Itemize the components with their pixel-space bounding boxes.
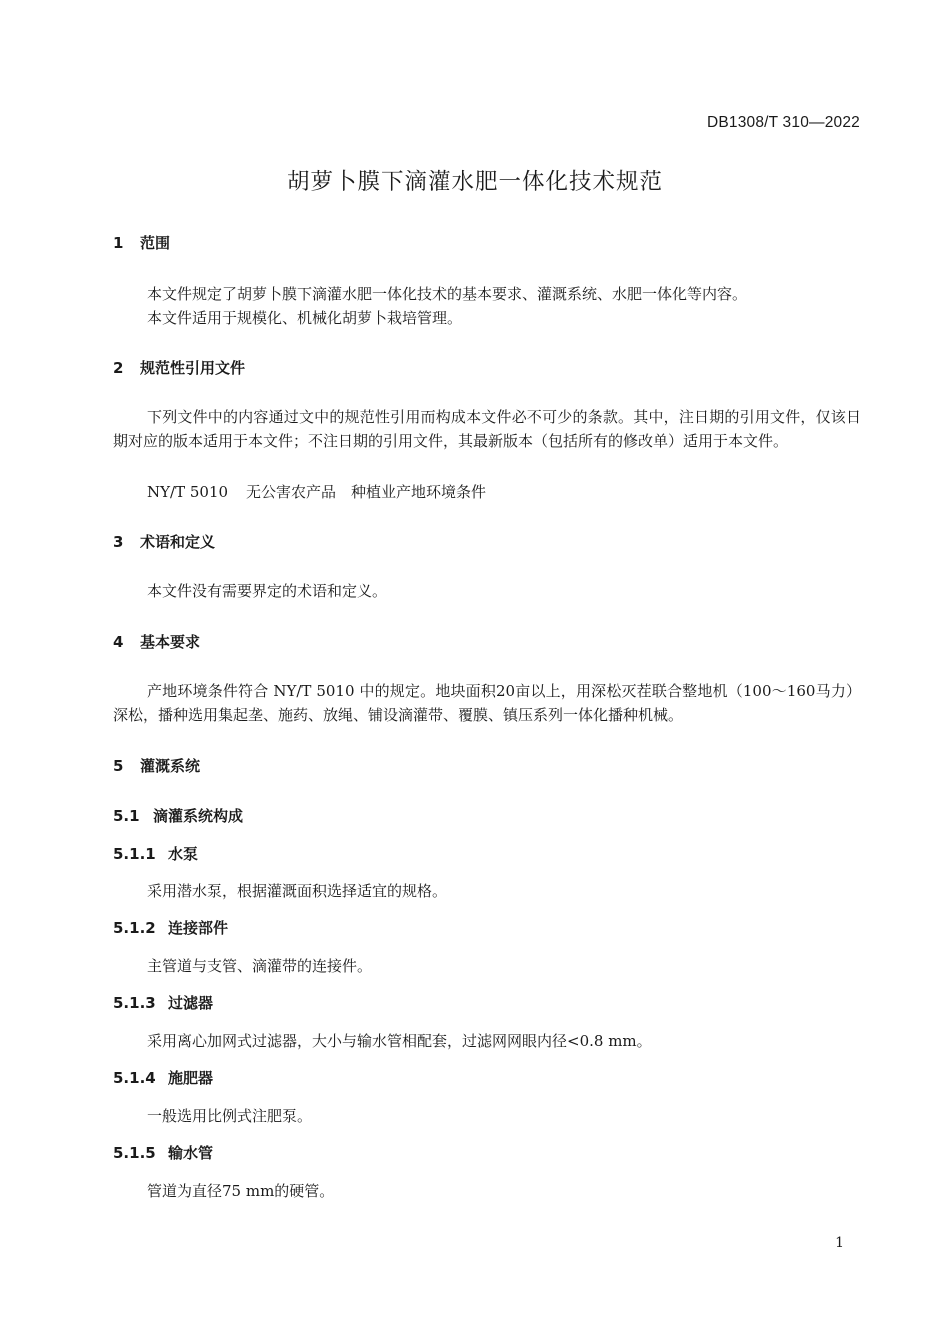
section-title: 范围 (140, 234, 171, 252)
section-number: 2 (113, 359, 124, 377)
section-number: 5.1.1 (113, 845, 156, 863)
section-title: 输水管 (168, 1144, 214, 1162)
section-number: 5 (113, 757, 124, 775)
section-title: 基本要求 (140, 633, 201, 651)
filter-paragraph: 采用离心加网式过滤器，大小与输水管相配套，过滤网网眼内径<0.8 mm。 (147, 1032, 652, 1050)
section-title: 滴灌系统构成 (153, 807, 244, 825)
section-5-1-5-heading (113, 1142, 213, 1163)
section-5-1-heading (113, 805, 243, 826)
section-5-heading (113, 755, 200, 776)
pump-paragraph: 采用潜水泵，根据灌溉面积选择适宜的规格。 (147, 882, 448, 900)
section-2-heading (113, 357, 245, 378)
section-4-heading (113, 631, 200, 652)
section-3-heading (113, 531, 215, 552)
basic-requirements-paragraph: 产地环境条件符合 NY/T 5010 中的规定。地块面积20亩以上，用深松灭茬联合整地机（100～160马力）深松，播种选用集起垄、施药、放绳、铺设滴灌带、覆膜、镇压系列一体化播种机械。 (113, 682, 861, 724)
reference-title: 无公害农产品 种植业产地环境条件 (246, 483, 487, 501)
reference-entry (147, 481, 486, 502)
section-title: 连接部件 (168, 919, 229, 937)
section-title: 过滤器 (168, 994, 214, 1012)
page-number: 1 (835, 1235, 844, 1251)
section-number: 1 (113, 234, 124, 252)
section-5-1-3-heading (113, 992, 213, 1013)
section-number: 5.1.4 (113, 1069, 156, 1087)
section-5-1-2-heading (113, 917, 228, 938)
section-5-1-4-heading (113, 1067, 213, 1088)
section-number: 5.1.2 (113, 919, 156, 937)
section-1-heading (113, 232, 170, 253)
document-title: 胡萝卜膜下滴灌水肥一体化技术规范 (286, 169, 663, 195)
section-number: 4 (113, 633, 124, 651)
section-title: 术语和定义 (140, 533, 216, 551)
section-number: 5.1.3 (113, 994, 156, 1012)
section-number: 5.1 (113, 807, 140, 825)
pipe-paragraph: 管道为直径75 mm的硬管。 (147, 1182, 335, 1200)
section-number: 5.1.5 (113, 1144, 156, 1162)
section-title: 施肥器 (168, 1069, 214, 1087)
section-number: 3 (113, 533, 124, 551)
standard-code: DB1308/T 310—2022 (706, 114, 860, 131)
reference-code: NY/T 5010 (147, 483, 229, 501)
section-title: 规范性引用文件 (140, 359, 246, 377)
section-title: 水泵 (168, 845, 199, 863)
fertilizer-paragraph: 一般选用比例式注肥泵。 (147, 1107, 313, 1125)
terms-paragraph: 本文件没有需要界定的术语和定义。 (147, 582, 388, 600)
scope-paragraph-2: 本文件适用于规模化、机械化胡萝卜栽培管理。 (147, 309, 463, 327)
section-5-1-1-heading (113, 843, 198, 864)
references-paragraph: 下列文件中的内容通过文中的规范性引用而构成本文件必不可少的条款。其中，注日期的引用文件，仅该日期对应的版本适用于本文件；不注日期的引用文件，其最新版本（包括所有的修改单）适用于本文件。 (113, 408, 861, 450)
scope-paragraph-1: 本文件规定了胡萝卜膜下滴灌水肥一体化技术的基本要求、灌溉系统、水肥一体化等内容。 (147, 285, 748, 303)
section-title: 灌溉系统 (140, 757, 201, 775)
connectors-paragraph: 主管道与支管、滴灌带的连接件。 (147, 957, 373, 975)
